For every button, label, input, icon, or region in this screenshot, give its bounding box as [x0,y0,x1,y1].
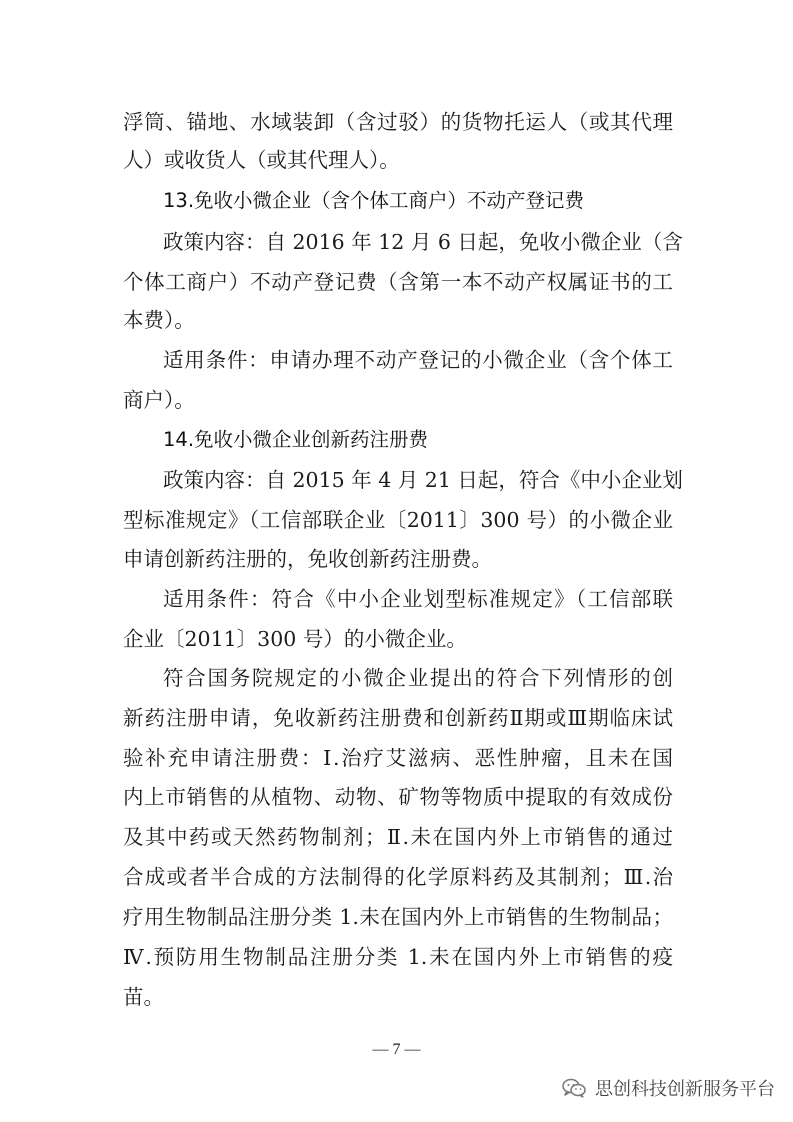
wechat-watermark [561,1073,775,1103]
watermark-text: 思创科技创新服务平台 [595,1079,775,1100]
text-line: 疗用生物制品注册分类 1.未在国内外上市销售的生物制品； [123,905,673,929]
text-line: 商户）。 [123,388,195,412]
text-line: 浮筒、锚地、水域装卸（含过驳）的货物托运人（或其代理 [123,110,673,134]
text-line: 新药注册申请，免收新药注册费和创新药Ⅱ期或Ⅲ期临床试 [123,706,673,730]
wechat-icon [561,1077,587,1099]
text-line: 内上市销售的从植物、动物、矿物等物质中提取的有效成份 [123,785,673,809]
text-line: 验补充申请注册费：Ⅰ.治疗艾滋病、恶性肿瘤，且未在国 [123,746,673,770]
text-line: Ⅳ.预防用生物制品注册分类 1.未在国内外上市销售的疫 [123,945,673,969]
applicable-conditions-line: 适用条件：符合《中小企业划型标准规定》（工信部联 [163,587,673,611]
applicable-conditions-line: 适用条件：申请办理不动产登记的小微企业（含个体工 [163,348,673,372]
text-line: 及其中药或天然药物制剂；Ⅱ.未在国内外上市销售的通过 [123,825,673,849]
paragraph-line: 符合国务院规定的小微企业提出的符合下列情形的创 [163,666,673,690]
text-line: 人）或收货人（或其代理人）。 [123,148,400,172]
text-line: 合成或者半合成的方法制得的化学原料药及其制剂；Ⅲ.治 [123,865,673,889]
text-line: 个体工商户）不动产登记费（含第一本不动产权属证书的工 [123,270,673,294]
text-line: 申请创新药注册的，免收创新药注册费。 [123,547,492,571]
policy-content-line: 政策内容：自 2016 年 12 月 6 日起，免收小微企业（含 [163,230,683,254]
page-number: — 7 — [372,1041,421,1058]
text-line: 型标准规定》（工信部联企业〔2011〕300 号）的小微企业 [123,508,673,532]
policy-content-line: 政策内容：自 2015 年 4 月 21 日起，符合《中小企业划 [163,468,683,492]
text-line: 企业〔2011〕300 号）的小微企业。 [123,627,467,651]
section-heading-13: 13.免收小微企业（含个体工商户）不动产登记费 [163,189,585,212]
section-heading-14: 14.免收小微企业创新药注册费 [163,428,429,451]
text-line: 苗。 [123,985,164,1009]
text-line: 本费）。 [123,308,195,332]
